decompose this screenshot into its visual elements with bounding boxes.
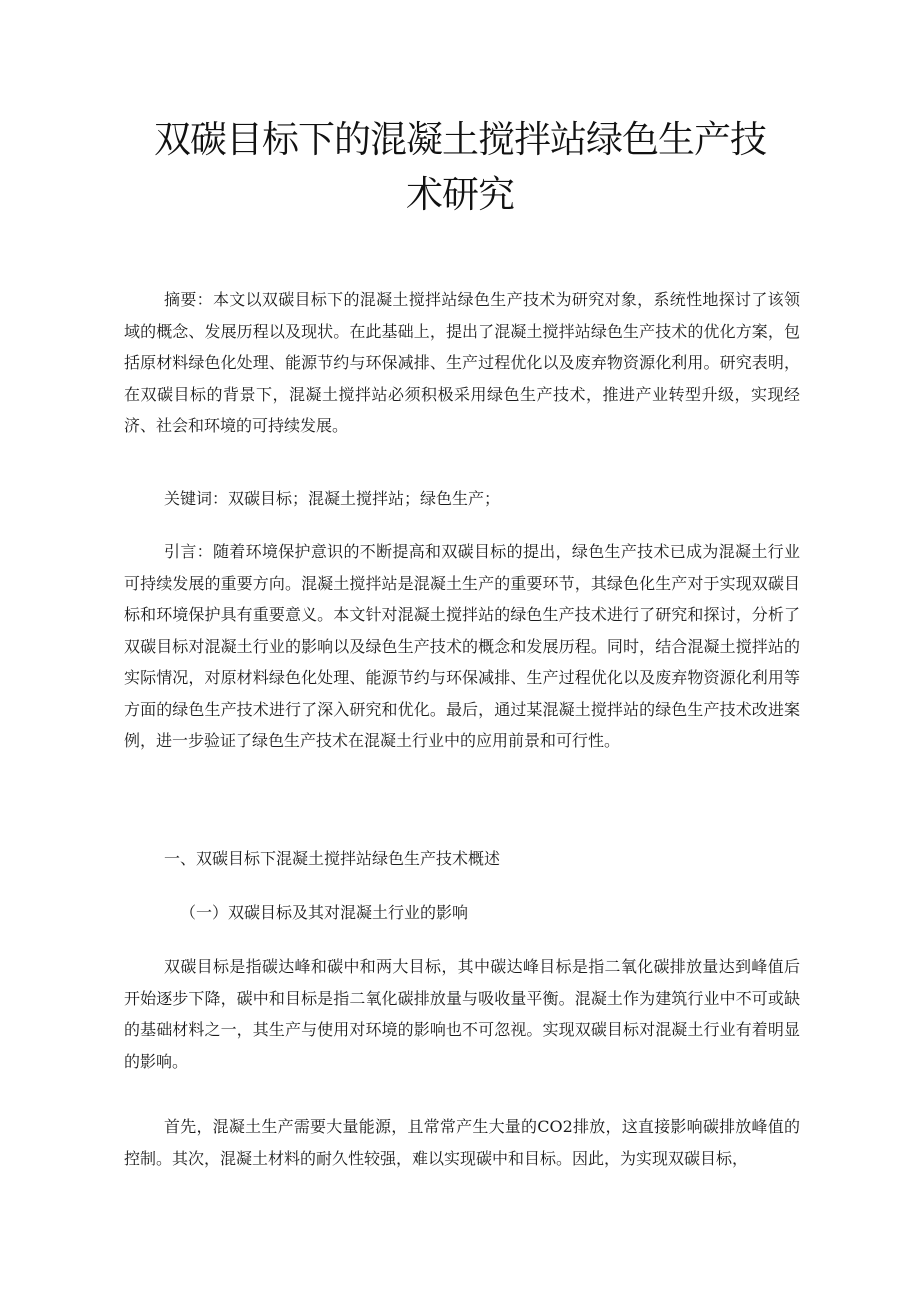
section-heading: 一、双碳目标下混凝土搅拌站绿色生产技术概述: [164, 849, 501, 868]
document-title: [120, 112, 800, 222]
title-line-1: 双碳目标下的混凝土搅拌站绿色生产技: [154, 118, 766, 161]
abstract-paragraph: 摘要：本文以双碳目标下的混凝土搅拌站绿色生产技术为研究对象，系统性地探讨了该领域的概念、发展历程以及现状。在此基础上，提出了混凝土搅拌站绿色生产技术的优化方案，包括原材料绿色化处理、能源节约与环保减排、生产过程优化以及废弃物资源化利用。研究表明，在双碳目标的背景下，混凝土搅拌站必须积极采用绿色生产技术，推进产业转型升级，实现经济、社会和环境的可持续发展。: [124, 290, 800, 435]
introduction-paragraph: 引言：随着环境保护意识的不断提高和双碳目标的提出，绿色生产技术已成为混凝土行业可持续发展的重要方向。混凝土搅拌站是混凝土生产的重要环节，其绿色化生产对于实现双碳目标和环境保护具有重要意义。本文针对混凝土搅拌站的绿色生产技术进行了研究和探讨，分析了双碳目标对混凝土行业的影响以及绿色生产技术的概念和发展历程。同时，结合混凝土搅拌站的实际情况，对原材料绿色化处理、能源节约与环保减排、生产过程优化以及废弃物资源化利用等方面的绿色生产技术进行了深入研究和优化。最后，通过某混凝土搅拌站的绿色生产技术改进案例，进一步验证了绿色生产技术在混凝土行业中的应用前景和可行性。: [124, 542, 800, 750]
body-paragraph: 双碳目标是指碳达峰和碳中和两大目标，其中碳达峰目标是指二氧化碳排放量达到峰值后开始逐步下降，碳中和目标是指二氧化碳排放量与吸收量平衡。混凝土作为建筑行业中不可或缺的基础材料之一，其生产与使用对环境的影响也不可忽视。实现双碳目标对混凝土行业有着明显的影响。: [124, 957, 800, 1071]
subsection-heading: （一）双碳目标及其对混凝土行业的影响: [180, 903, 469, 922]
body-paragraph: 首先，混凝土生产需要大量能源，且常常产生大量的CO2排放，这直接影响碳排放峰值的控制。其次，混凝土材料的耐久性较强，难以实现碳中和目标。因此，为实现双碳目标，: [124, 1117, 800, 1168]
title-line-2: 术研究: [406, 173, 514, 216]
keywords-paragraph: 关键词：双碳目标；混凝土搅拌站；绿色生产；: [164, 489, 501, 508]
